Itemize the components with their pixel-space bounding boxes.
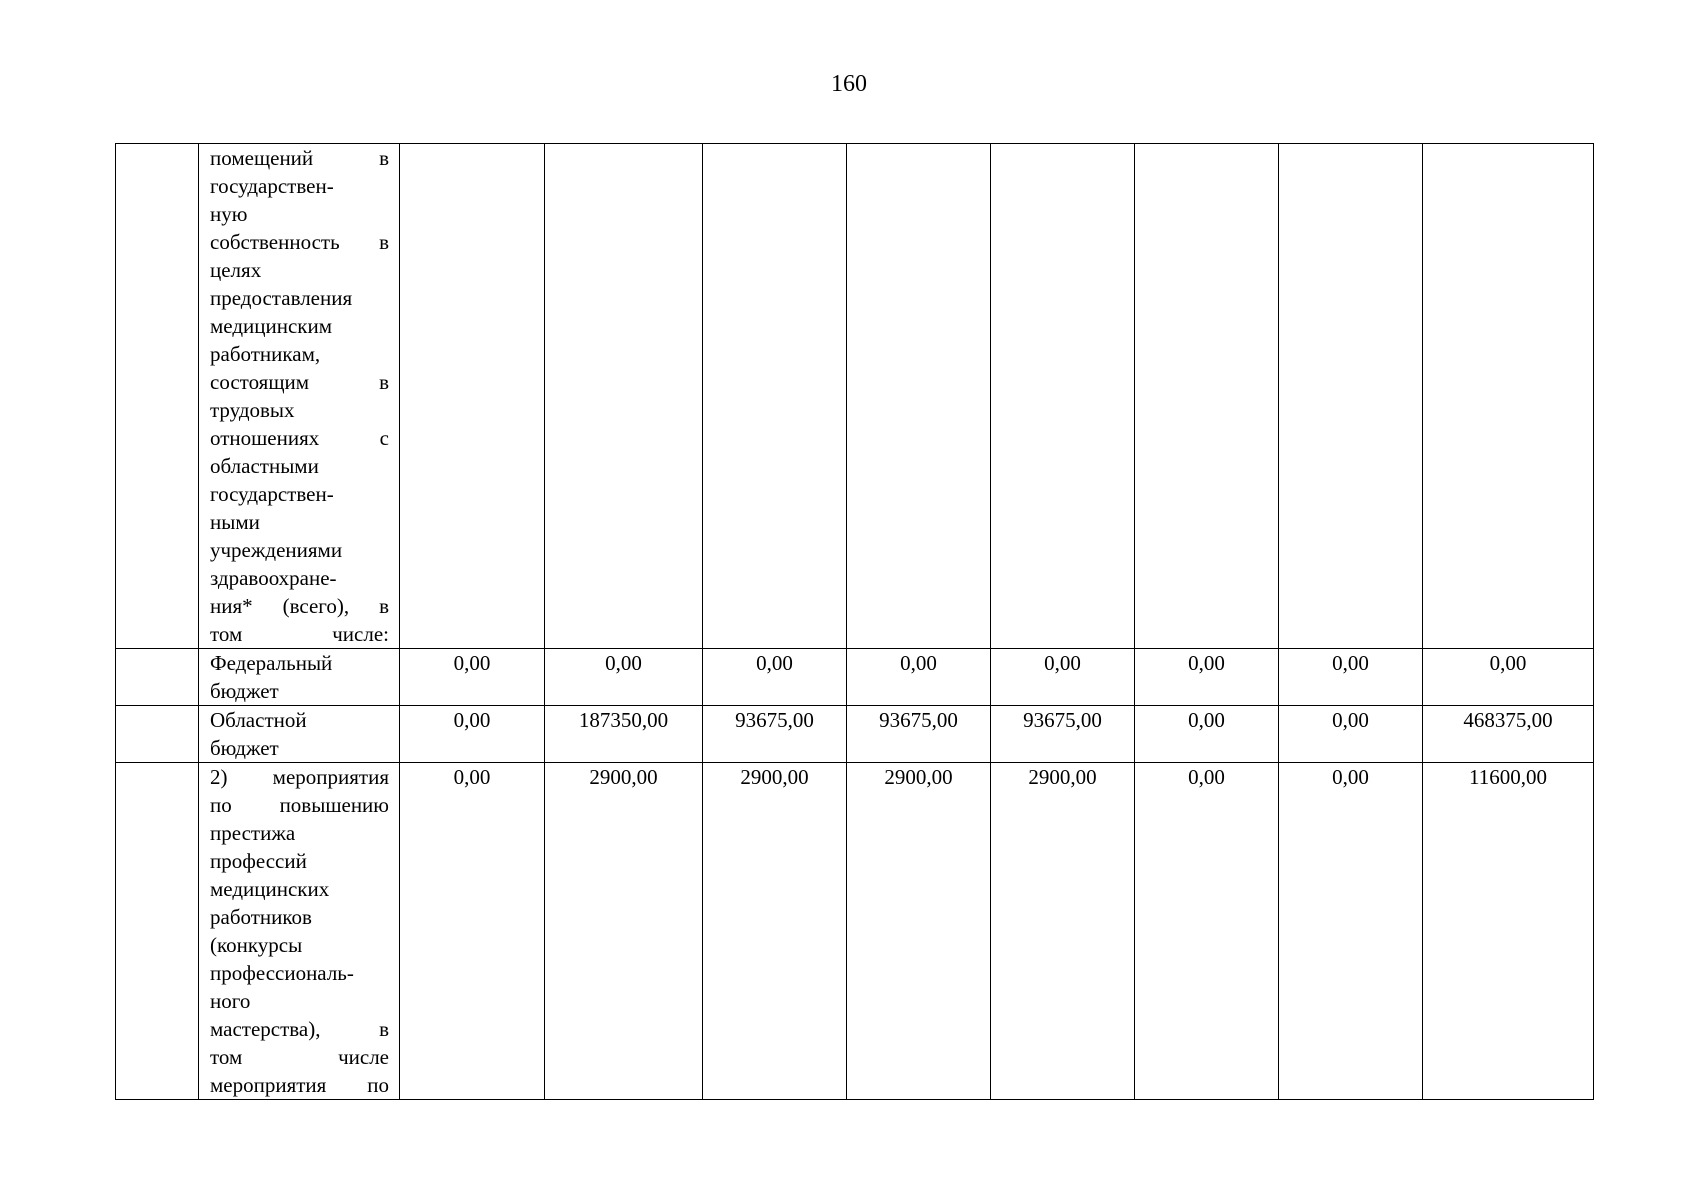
description-line: (конкурсы [210,933,303,957]
value-cell: 0,00 [1135,649,1279,706]
description-line: состоящим в [210,370,389,394]
value-cell: 0,00 [1135,763,1279,1100]
description-line: трудовых [210,398,295,422]
value-cell [400,144,545,649]
description-line: том числе [210,1045,389,1069]
description-line: мастерства), в [210,1017,389,1041]
description-cell [199,763,400,1100]
description-line: по повышению [210,793,389,817]
description-line: помещений в [210,146,389,170]
value-cell: 0,00 [400,649,545,706]
description-line: 2) мероприятия [210,765,389,789]
description-line: учреждениями [210,538,343,562]
description-cell [199,649,400,706]
description-line: Федеральный [210,651,333,675]
value-cell: 2900,00 [991,763,1135,1100]
value-cell: 0,00 [847,649,991,706]
value-cell [1279,144,1423,649]
description-line: Областной [210,708,307,732]
value-cell: 93675,00 [847,706,991,763]
description-cell [199,706,400,763]
value-cell: 2900,00 [545,763,703,1100]
description-line: ными [210,510,260,534]
table-row [116,763,1594,1100]
description-line: ного [210,989,251,1013]
table-row [116,144,1594,649]
value-cell [847,144,991,649]
value-cell: 2900,00 [703,763,847,1100]
value-cell: 11600,00 [1423,763,1594,1100]
page-number: 160 [831,71,867,97]
value-cell: 0,00 [1135,706,1279,763]
description-line: целях [210,258,262,282]
row-number-cell [116,706,199,763]
description-line: предоставления [210,286,353,310]
value-cell [703,144,847,649]
value-cell: 0,00 [400,706,545,763]
description-line: профессиональ- [210,961,354,985]
description-line: бюджет [210,679,279,703]
description-line: профессий [210,849,307,873]
description-line: работникам, [210,342,321,366]
value-cell: 0,00 [545,649,703,706]
description-line: медицинских [210,877,330,901]
description-cell [199,144,400,649]
description-line: ную [210,202,248,226]
value-cell [991,144,1135,649]
description-line: ния* (всего), в [210,594,389,618]
row-number-cell [116,763,199,1100]
value-cell [545,144,703,649]
table-row [116,649,1594,706]
value-cell [1135,144,1279,649]
description-line: бюджет [210,736,279,760]
value-cell: 468375,00 [1423,706,1594,763]
description-line: мероприятия по [210,1073,389,1097]
description-line: том числе: [210,622,389,646]
description-line: собственность в [210,230,389,254]
description-line: областными [210,454,319,478]
description-line: здравоохране- [210,566,337,590]
value-cell [1423,144,1594,649]
value-cell: 0,00 [1279,763,1423,1100]
row-number-cell [116,649,199,706]
description-line: государствен- [210,174,334,198]
value-cell: 0,00 [991,649,1135,706]
value-cell: 0,00 [1279,706,1423,763]
description-line: медицинским [210,314,333,338]
value-cell: 187350,00 [545,706,703,763]
value-cell: 0,00 [400,763,545,1100]
description-line: престижа [210,821,296,845]
table-body [116,144,1594,1100]
description-line: работников [210,905,312,929]
value-cell: 0,00 [1423,649,1594,706]
budget-table [115,143,1594,1100]
description-line: государствен- [210,482,334,506]
value-cell: 0,00 [703,649,847,706]
table-row [116,706,1594,763]
row-number-cell [116,144,199,649]
value-cell: 93675,00 [703,706,847,763]
value-cell: 0,00 [1279,649,1423,706]
value-cell: 2900,00 [847,763,991,1100]
value-cell: 93675,00 [991,706,1135,763]
description-line: отношениях с [210,426,389,450]
